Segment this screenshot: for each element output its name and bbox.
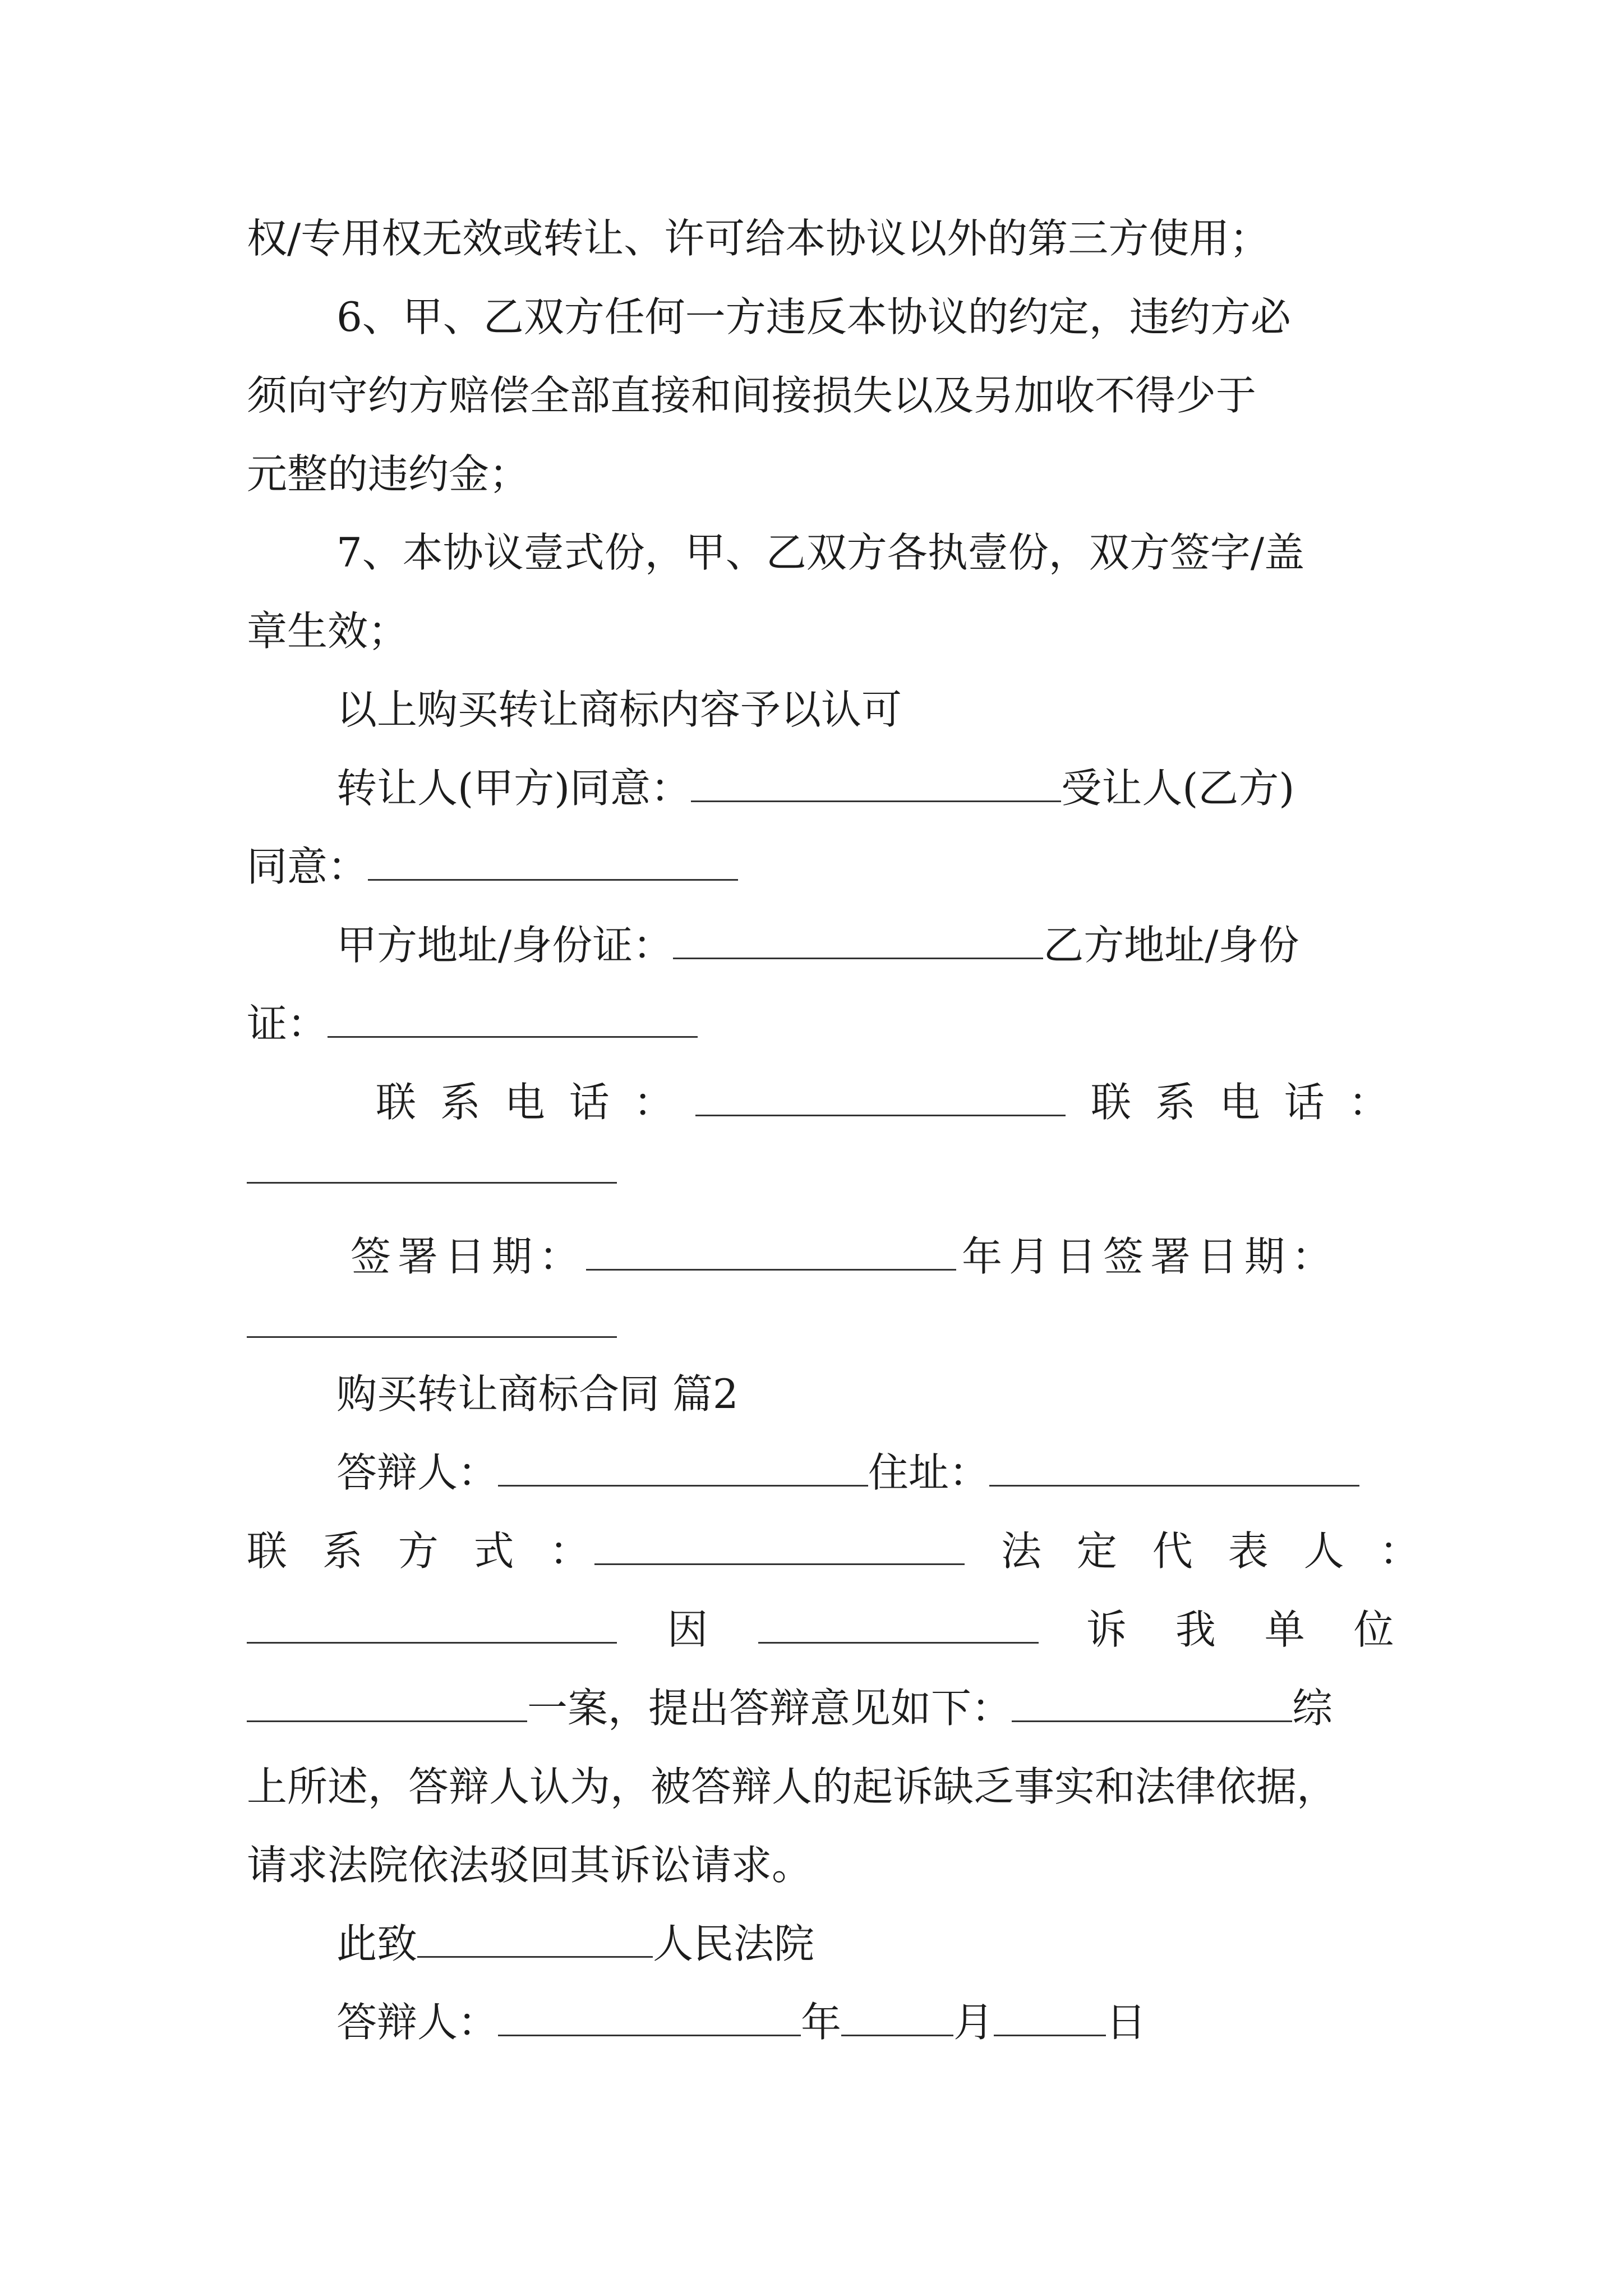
plaintiff-row xyxy=(247,1602,1412,1658)
respondent-label: 答辩人： xyxy=(336,1999,499,2046)
plaintiff-blank xyxy=(247,1606,617,1644)
sue-unit-label: 诉 我 单 位 xyxy=(1086,1606,1412,1653)
id-label: 证： xyxy=(247,1000,328,1047)
section-title: 购买转让商标合同 篇2 xyxy=(336,1370,739,1418)
assignor-consent-row xyxy=(336,760,1294,816)
court-label: 人民法院 xyxy=(653,1920,815,1967)
day-label: 日 xyxy=(1106,1999,1147,2046)
assignor-consent-label: 转让人(甲方)同意： xyxy=(336,765,691,812)
id-row xyxy=(247,996,698,1052)
contact-row xyxy=(247,1523,1431,1579)
assignee-consent-row xyxy=(247,839,738,895)
assignee-signature-blank xyxy=(368,843,738,881)
respondent-blank xyxy=(498,1449,868,1487)
phone-row xyxy=(376,1074,1395,1130)
text-line: 元整的违约金； xyxy=(247,450,530,498)
respondent-label: 答辩人： xyxy=(336,1449,499,1496)
address-label: 住址： xyxy=(868,1449,990,1496)
party-a-date-blank xyxy=(586,1233,956,1271)
party-a-address-blank xyxy=(673,922,1043,959)
clause-6-line: 6、甲、乙双方任何一方违反本协议的约定，违约方必 xyxy=(336,293,1291,341)
text-line: 权/专用权无效或转让、许可给本协议以外的第三方使用； xyxy=(247,215,1270,262)
respondent-sign-blank xyxy=(498,1999,801,2036)
case-blank xyxy=(247,1685,527,1722)
party-b-date-blank xyxy=(247,1300,617,1338)
party-b-date-blank-row xyxy=(247,1296,617,1352)
text-line: 请求法院依法驳回其诉讼请求。 xyxy=(247,1842,813,1889)
consent-label: 同意： xyxy=(247,843,368,890)
because-label: 因 xyxy=(667,1606,708,1653)
party-a-phone-label: 联 系 电 话 ： xyxy=(376,1079,680,1126)
month-blank xyxy=(841,1999,953,2036)
text-line: 上所述，答辩人认为，被答辩人的起诉缺乏事实和法律依据， xyxy=(247,1763,1338,1810)
party-a-date-label: 签署日期： xyxy=(351,1233,587,1280)
party-b-phone-label: 联 系 电 话 ： xyxy=(1091,1079,1395,1126)
party-b-address-blank xyxy=(328,1000,698,1038)
court-row xyxy=(336,1916,814,1972)
legal-rep-label: 法 定 代 表 人 ： xyxy=(1001,1527,1431,1575)
text-line: 须向守约方赔偿全部直接和间接损失以及另加收不得少于 xyxy=(247,372,1257,419)
contact-blank xyxy=(594,1527,965,1565)
party-b-address-label: 乙方地址/身份 xyxy=(1043,922,1299,969)
salutation: 此致 xyxy=(336,1920,418,1967)
month-label: 月 xyxy=(953,1999,994,2046)
cause-blank xyxy=(758,1606,1039,1644)
text-line: 章生效； xyxy=(247,608,409,655)
respondent-row xyxy=(336,1444,1359,1501)
party-b-phone-blank xyxy=(247,1146,617,1184)
party-a-phone-blank xyxy=(695,1079,1066,1116)
case-text: 一案，提出答辩意见如下： xyxy=(527,1685,1012,1732)
final-date-row xyxy=(336,1994,1146,2050)
day-blank xyxy=(994,1999,1106,2036)
year-label: 年 xyxy=(801,1999,842,2046)
opinion-blank xyxy=(1012,1685,1292,1722)
contact-label: 联 系 方 式 ： xyxy=(247,1527,601,1575)
approval-line: 以上购买转让商标内容予以认可 xyxy=(336,686,902,733)
assignor-signature-blank xyxy=(691,765,1061,802)
party-b-phone-blank-row xyxy=(247,1142,617,1198)
address-row xyxy=(336,917,1299,973)
address-blank xyxy=(989,1449,1359,1487)
court-blank xyxy=(417,1920,653,1958)
party-b-date-label: 年月日签署日期： xyxy=(962,1233,1339,1280)
summary-start: 综 xyxy=(1292,1685,1333,1732)
case-row xyxy=(247,1680,1332,1736)
party-a-address-label: 甲方地址/身份证： xyxy=(336,922,674,969)
clause-7-line: 7、本协议壹式份，甲、乙双方各执壹份，双方签字/盖 xyxy=(336,529,1305,576)
signing-date-row xyxy=(351,1228,1339,1285)
assignee-consent-label: 受让人(乙方) xyxy=(1061,765,1295,812)
